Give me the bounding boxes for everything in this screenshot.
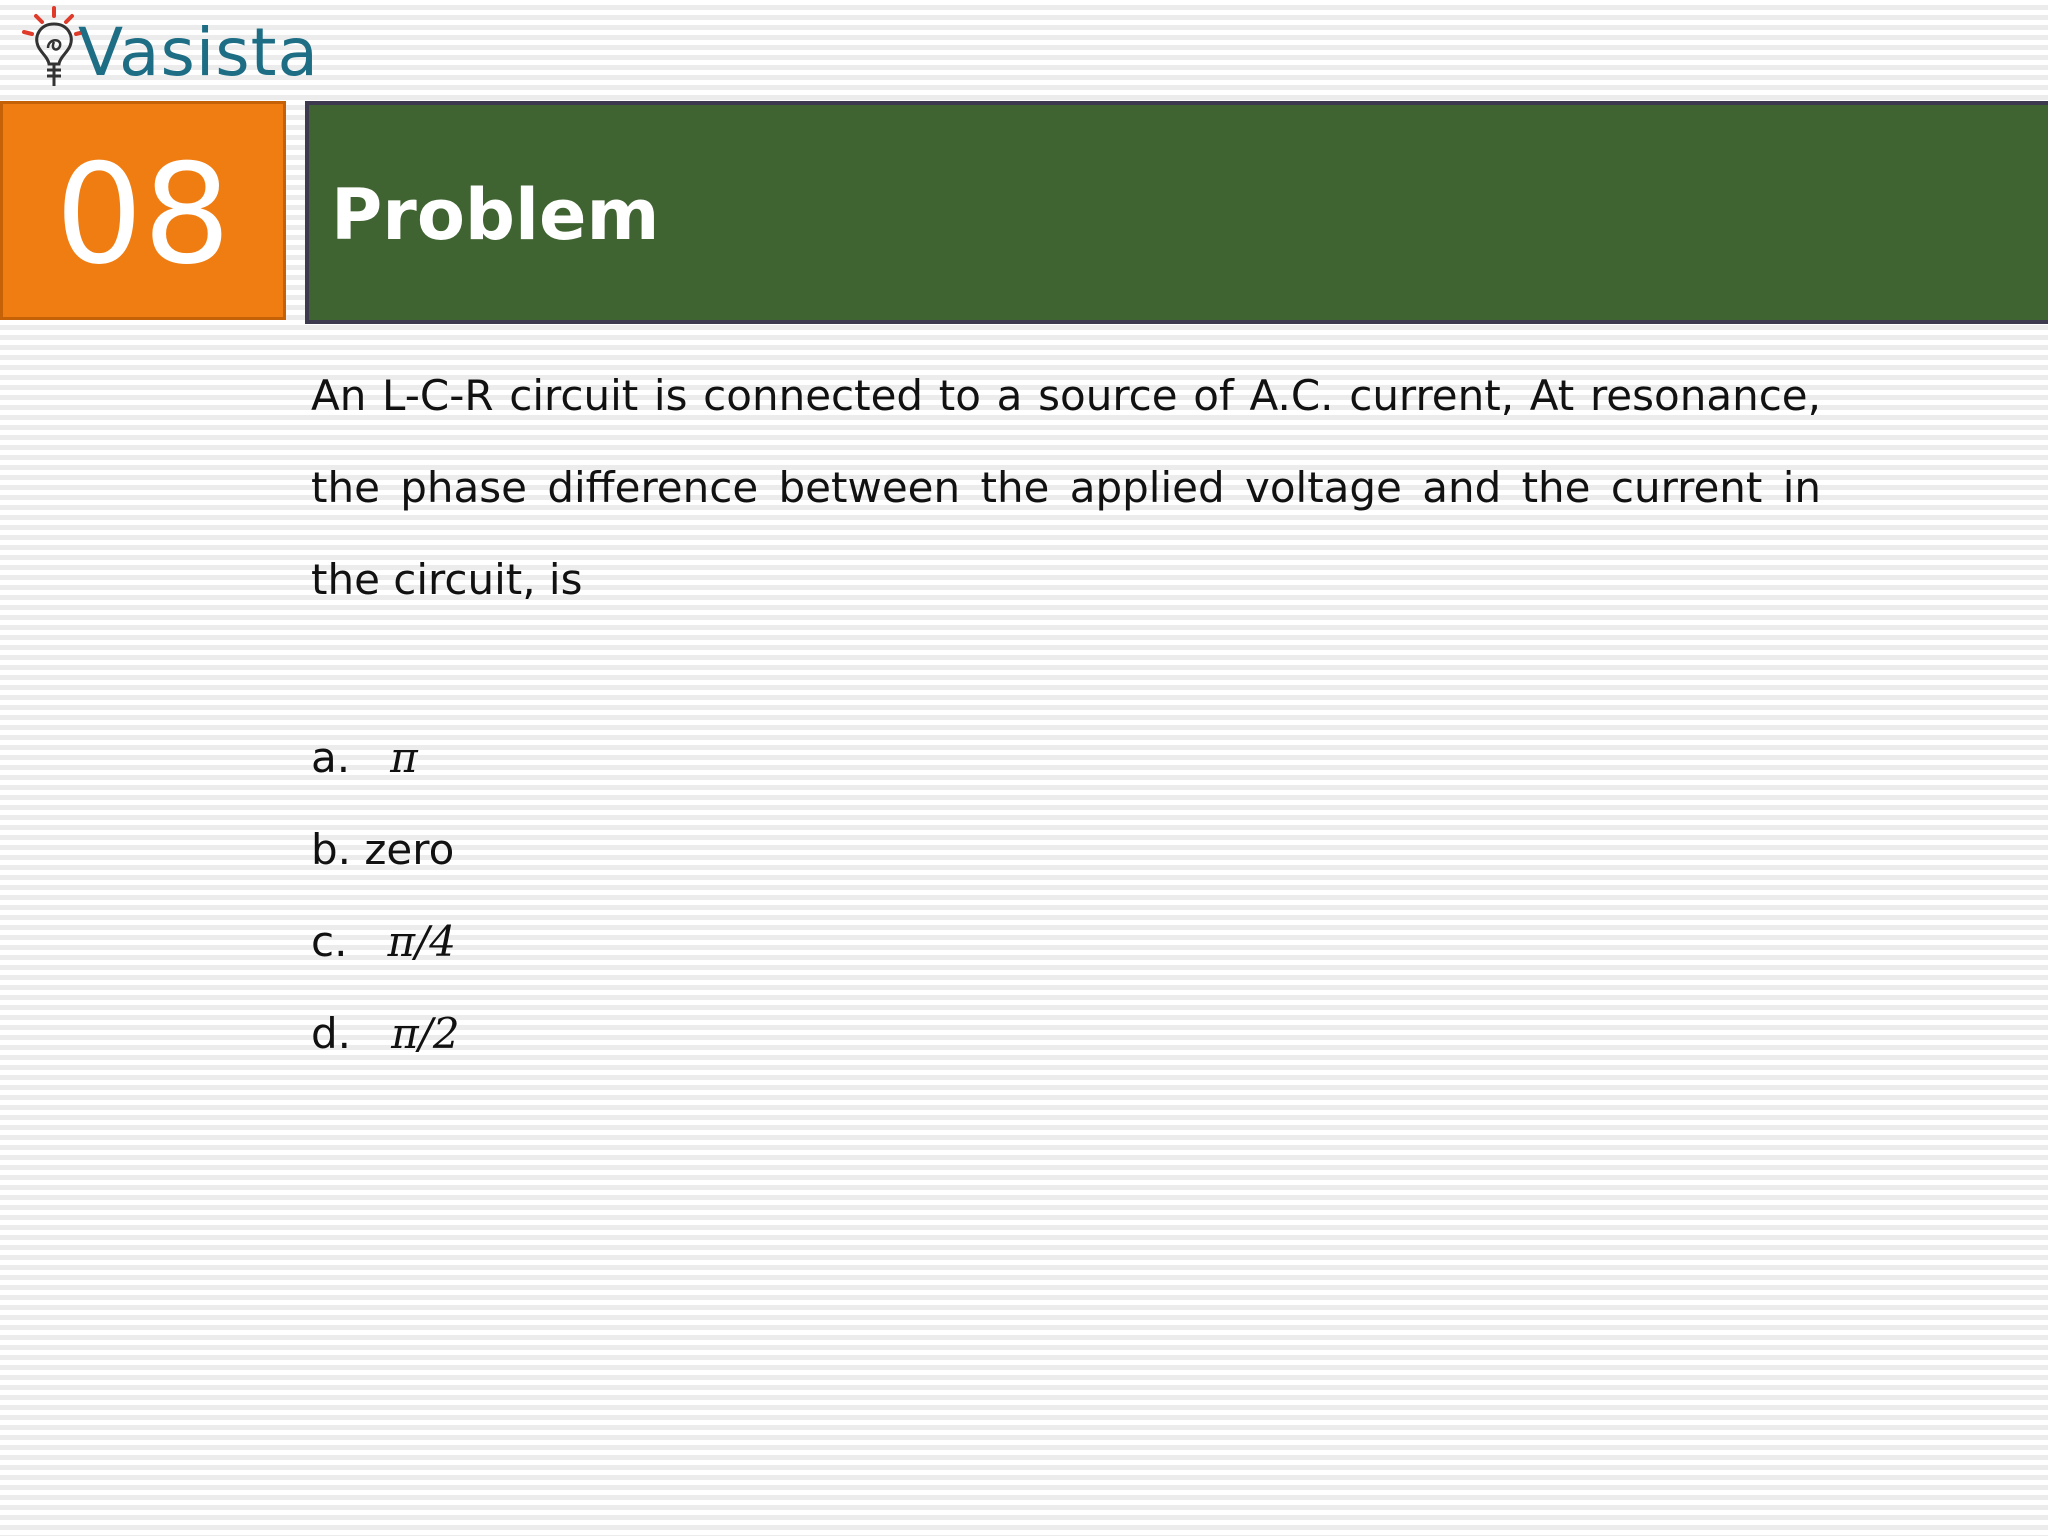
answer-options: [311, 712, 460, 1080]
slide-title: Problem: [331, 174, 660, 256]
question-text: An L-C-R circuit is connected to a source of A.C. current, At resonance, the phase difference between the applied voltage and the current in the circuit, is: [311, 371, 1821, 604]
slide-number-badge: 08: [0, 101, 286, 320]
option-c-label: c.: [311, 917, 348, 966]
option-d: [311, 988, 460, 1080]
option-c-value: π/4: [387, 917, 456, 966]
option-b: [311, 804, 460, 896]
logo-brand-text: Vasista: [78, 14, 319, 91]
option-d-value: π/2: [391, 1009, 460, 1058]
option-c: [311, 896, 460, 988]
option-d-label: d.: [311, 1009, 352, 1058]
option-a-label: a.: [311, 733, 351, 782]
option-a-value: π: [390, 733, 418, 782]
option-b-label: b.: [311, 825, 352, 874]
vasista-logo: [18, 2, 319, 98]
option-a: [311, 712, 460, 804]
option-b-value: zero: [364, 825, 455, 874]
slide-title-bar: [305, 101, 2048, 324]
